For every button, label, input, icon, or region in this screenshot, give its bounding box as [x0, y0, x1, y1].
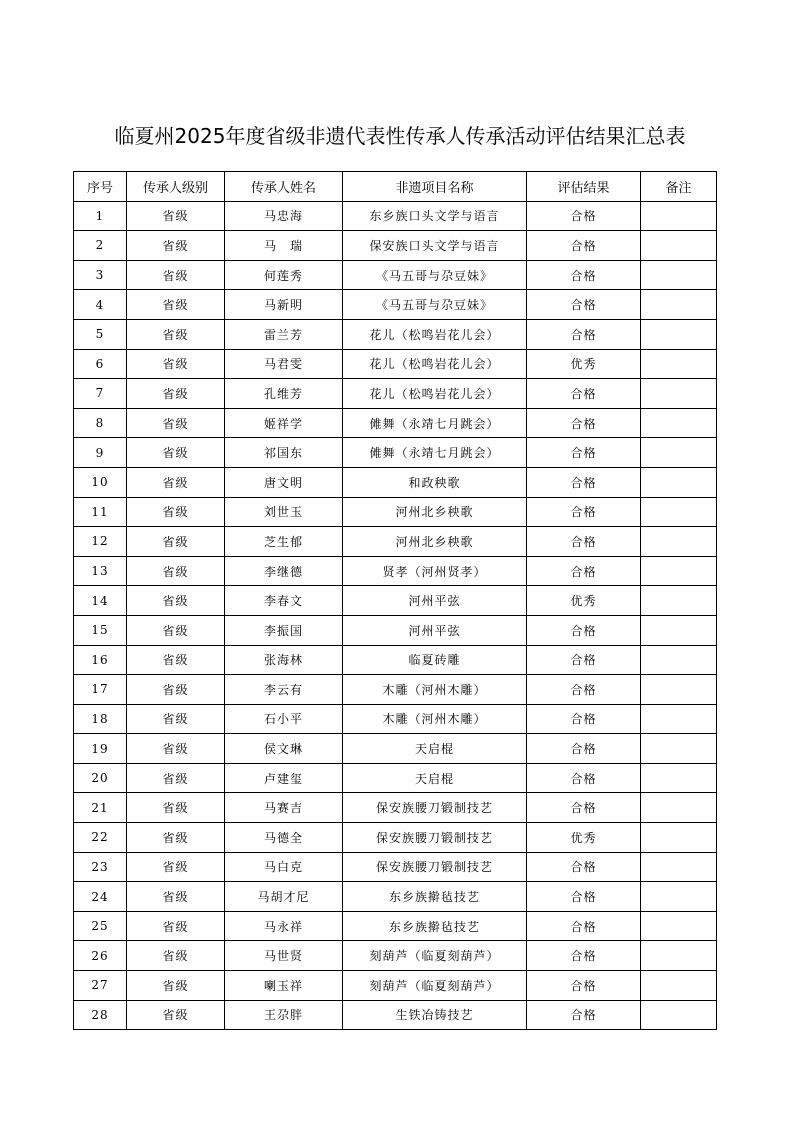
cell-note — [641, 438, 717, 468]
cell-item: 临夏砖雕 — [343, 645, 527, 675]
cell-seq: 27 — [74, 971, 127, 1001]
cell-note — [641, 675, 717, 705]
cell-item: 河州平弦 — [343, 615, 527, 645]
cell-name: 刘世玉 — [225, 497, 343, 527]
cell-seq: 5 — [74, 319, 127, 349]
table-row — [74, 467, 717, 497]
cell-seq: 8 — [74, 408, 127, 438]
cell-item: 东乡族擀毡技艺 — [343, 882, 527, 912]
cell-name: 李云有 — [225, 675, 343, 705]
table-row — [74, 379, 717, 409]
cell-seq: 21 — [74, 793, 127, 823]
cell-note — [641, 882, 717, 912]
cell-level: 省级 — [127, 467, 225, 497]
cell-note — [641, 911, 717, 941]
cell-result: 合格 — [527, 260, 641, 290]
cell-name: 马世贤 — [225, 941, 343, 971]
cell-seq: 25 — [74, 911, 127, 941]
cell-note — [641, 704, 717, 734]
cell-level: 省级 — [127, 1000, 225, 1030]
cell-item: 傩舞（永靖七月跳会） — [343, 408, 527, 438]
cell-item: 花儿（松鸣岩花儿会） — [343, 379, 527, 409]
cell-seq: 3 — [74, 260, 127, 290]
cell-level: 省级 — [127, 231, 225, 261]
table-row — [74, 438, 717, 468]
table-row — [74, 941, 717, 971]
cell-note — [641, 645, 717, 675]
cell-level: 省级 — [127, 349, 225, 379]
cell-seq: 1 — [74, 201, 127, 231]
table-header — [74, 172, 717, 202]
cell-seq: 28 — [74, 1000, 127, 1030]
table-row — [74, 823, 717, 853]
cell-note — [641, 497, 717, 527]
cell-result: 合格 — [527, 615, 641, 645]
cell-item: 天启棍 — [343, 734, 527, 764]
table-row — [74, 290, 717, 320]
cell-item: 花儿（松鸣岩花儿会） — [343, 319, 527, 349]
table-row — [74, 911, 717, 941]
cell-seq: 19 — [74, 734, 127, 764]
table-row — [74, 319, 717, 349]
header-seq: 序号 — [74, 172, 127, 202]
cell-result: 合格 — [527, 911, 641, 941]
table-row — [74, 527, 717, 557]
cell-note — [641, 379, 717, 409]
cell-item: 和政秧歌 — [343, 467, 527, 497]
cell-item: 贤孝（河州贤孝） — [343, 556, 527, 586]
cell-name: 何莲秀 — [225, 260, 343, 290]
cell-level: 省级 — [127, 379, 225, 409]
cell-result: 合格 — [527, 408, 641, 438]
cell-item: 河州平弦 — [343, 586, 527, 616]
cell-result: 合格 — [527, 319, 641, 349]
cell-item: 东乡族擀毡技艺 — [343, 911, 527, 941]
cell-note — [641, 734, 717, 764]
table-row — [74, 349, 717, 379]
cell-seq: 17 — [74, 675, 127, 705]
cell-item: 东乡族口头文学与语言 — [343, 201, 527, 231]
cell-seq: 24 — [74, 882, 127, 912]
table-row — [74, 971, 717, 1001]
cell-item: 保安族口头文学与语言 — [343, 231, 527, 261]
table-row — [74, 675, 717, 705]
cell-item: 天启棍 — [343, 763, 527, 793]
table-row — [74, 615, 717, 645]
header-result: 评估结果 — [527, 172, 641, 202]
cell-level: 省级 — [127, 704, 225, 734]
cell-note — [641, 408, 717, 438]
cell-seq: 7 — [74, 379, 127, 409]
cell-name: 王尕胖 — [225, 1000, 343, 1030]
cell-note — [641, 527, 717, 557]
table-row — [74, 260, 717, 290]
cell-level: 省级 — [127, 734, 225, 764]
table-row — [74, 704, 717, 734]
cell-note — [641, 852, 717, 882]
cell-result: 合格 — [527, 231, 641, 261]
cell-seq: 14 — [74, 586, 127, 616]
cell-item: 木雕（河州木雕） — [343, 675, 527, 705]
cell-note — [641, 763, 717, 793]
cell-result: 合格 — [527, 704, 641, 734]
table-body — [74, 201, 717, 1030]
cell-item: 《马五哥与尕豆妹》 — [343, 260, 527, 290]
cell-item: 傩舞（永靖七月跳会） — [343, 438, 527, 468]
table-row — [74, 201, 717, 231]
table-row — [74, 763, 717, 793]
cell-result: 合格 — [527, 1000, 641, 1030]
cell-result: 合格 — [527, 467, 641, 497]
cell-seq: 10 — [74, 467, 127, 497]
cell-seq: 6 — [74, 349, 127, 379]
page-title: 临夏州2025年度省级非遗代表性传承人传承活动评估结果汇总表 — [114, 124, 686, 148]
cell-level: 省级 — [127, 763, 225, 793]
cell-result: 合格 — [527, 971, 641, 1001]
cell-result: 合格 — [527, 645, 641, 675]
cell-seq: 18 — [74, 704, 127, 734]
cell-name: 马白克 — [225, 852, 343, 882]
table-row — [74, 408, 717, 438]
cell-note — [641, 823, 717, 853]
cell-note — [641, 467, 717, 497]
cell-note — [641, 793, 717, 823]
cell-name: 姬祥学 — [225, 408, 343, 438]
cell-seq: 26 — [74, 941, 127, 971]
cell-item: 刻葫芦（临夏刻葫芦） — [343, 971, 527, 1001]
cell-seq: 16 — [74, 645, 127, 675]
cell-name: 马君雯 — [225, 349, 343, 379]
cell-result: 合格 — [527, 438, 641, 468]
cell-result: 合格 — [527, 734, 641, 764]
cell-name: 马胡才尼 — [225, 882, 343, 912]
cell-name: 喇玉祥 — [225, 971, 343, 1001]
cell-result: 合格 — [527, 290, 641, 320]
cell-name: 李振国 — [225, 615, 343, 645]
header-row — [74, 172, 717, 202]
cell-level: 省级 — [127, 911, 225, 941]
cell-level: 省级 — [127, 438, 225, 468]
cell-seq: 4 — [74, 290, 127, 320]
cell-level: 省级 — [127, 497, 225, 527]
cell-level: 省级 — [127, 586, 225, 616]
table-row — [74, 1000, 717, 1030]
cell-level: 省级 — [127, 645, 225, 675]
cell-item: 花儿（松鸣岩花儿会） — [343, 349, 527, 379]
table-row — [74, 586, 717, 616]
cell-result: 优秀 — [527, 823, 641, 853]
cell-seq: 22 — [74, 823, 127, 853]
cell-name: 张海林 — [225, 645, 343, 675]
cell-seq: 15 — [74, 615, 127, 645]
cell-seq: 12 — [74, 527, 127, 557]
cell-result: 合格 — [527, 941, 641, 971]
cell-name: 马忠海 — [225, 201, 343, 231]
cell-result: 优秀 — [527, 349, 641, 379]
cell-name: 芝生郁 — [225, 527, 343, 557]
header-name: 传承人姓名 — [225, 172, 343, 202]
cell-name: 侯文琳 — [225, 734, 343, 764]
cell-level: 省级 — [127, 290, 225, 320]
cell-level: 省级 — [127, 675, 225, 705]
table-row — [74, 793, 717, 823]
cell-name: 马新明 — [225, 290, 343, 320]
cell-note — [641, 231, 717, 261]
cell-name: 卢建玺 — [225, 763, 343, 793]
header-note: 备注 — [641, 172, 717, 202]
cell-name: 马德全 — [225, 823, 343, 853]
table-row — [74, 734, 717, 764]
cell-seq: 23 — [74, 852, 127, 882]
cell-name: 马永祥 — [225, 911, 343, 941]
cell-note — [641, 1000, 717, 1030]
cell-note — [641, 290, 717, 320]
table-row — [74, 231, 717, 261]
cell-seq: 2 — [74, 231, 127, 261]
cell-name: 雷兰芳 — [225, 319, 343, 349]
cell-result: 优秀 — [527, 586, 641, 616]
cell-result: 合格 — [527, 201, 641, 231]
cell-name: 唐文明 — [225, 467, 343, 497]
cell-level: 省级 — [127, 556, 225, 586]
table-row — [74, 852, 717, 882]
cell-name: 马 瑞 — [225, 231, 343, 261]
table-row — [74, 556, 717, 586]
cell-item: 木雕（河州木雕） — [343, 704, 527, 734]
cell-name: 李春文 — [225, 586, 343, 616]
cell-note — [641, 260, 717, 290]
cell-note — [641, 586, 717, 616]
cell-level: 省级 — [127, 823, 225, 853]
cell-level: 省级 — [127, 852, 225, 882]
cell-level: 省级 — [127, 527, 225, 557]
cell-item: 保安族腰刀锻制技艺 — [343, 823, 527, 853]
evaluation-table — [73, 171, 717, 1030]
cell-result: 合格 — [527, 882, 641, 912]
cell-result: 合格 — [527, 675, 641, 705]
table-row — [74, 497, 717, 527]
cell-seq: 20 — [74, 763, 127, 793]
cell-item: 保安族腰刀锻制技艺 — [343, 852, 527, 882]
header-item: 非遗项目名称 — [343, 172, 527, 202]
cell-note — [641, 941, 717, 971]
cell-seq: 11 — [74, 497, 127, 527]
cell-name: 李继德 — [225, 556, 343, 586]
cell-level: 省级 — [127, 615, 225, 645]
cell-item: 河州北乡秧歌 — [343, 497, 527, 527]
cell-level: 省级 — [127, 260, 225, 290]
table-row — [74, 645, 717, 675]
cell-level: 省级 — [127, 971, 225, 1001]
cell-result: 合格 — [527, 763, 641, 793]
cell-result: 合格 — [527, 793, 641, 823]
cell-result: 合格 — [527, 497, 641, 527]
cell-result: 合格 — [527, 527, 641, 557]
cell-result: 合格 — [527, 556, 641, 586]
cell-level: 省级 — [127, 793, 225, 823]
cell-level: 省级 — [127, 408, 225, 438]
cell-seq: 9 — [74, 438, 127, 468]
cell-item: 生铁冶铸技艺 — [343, 1000, 527, 1030]
cell-level: 省级 — [127, 882, 225, 912]
cell-name: 祁国东 — [225, 438, 343, 468]
cell-result: 合格 — [527, 379, 641, 409]
cell-result: 合格 — [527, 852, 641, 882]
cell-level: 省级 — [127, 319, 225, 349]
cell-note — [641, 201, 717, 231]
table-row — [74, 882, 717, 912]
cell-level: 省级 — [127, 941, 225, 971]
cell-name: 石小平 — [225, 704, 343, 734]
cell-name: 孔维芳 — [225, 379, 343, 409]
cell-level: 省级 — [127, 201, 225, 231]
cell-note — [641, 319, 717, 349]
cell-item: 《马五哥与尕豆妹》 — [343, 290, 527, 320]
cell-note — [641, 615, 717, 645]
cell-note — [641, 971, 717, 1001]
cell-item: 河州北乡秧歌 — [343, 527, 527, 557]
cell-note — [641, 349, 717, 379]
cell-note — [641, 556, 717, 586]
cell-item: 刻葫芦（临夏刻葫芦） — [343, 941, 527, 971]
cell-item: 保安族腰刀锻制技艺 — [343, 793, 527, 823]
cell-seq: 13 — [74, 556, 127, 586]
cell-name: 马赛吉 — [225, 793, 343, 823]
header-level: 传承人级别 — [127, 172, 225, 202]
